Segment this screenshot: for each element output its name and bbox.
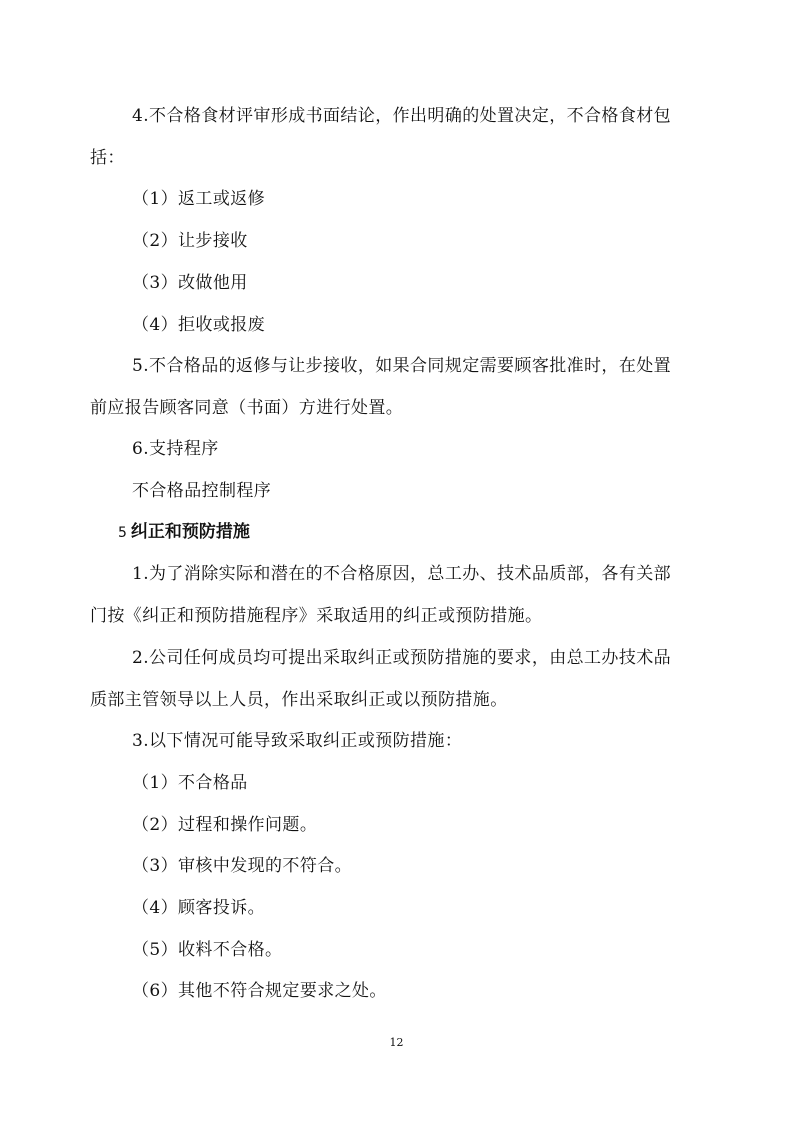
paragraph-5-line-2: 前应报告顾客同意（书面）方进行处置。	[90, 398, 404, 418]
list-item: （3）审核中发现的不符合。	[132, 856, 353, 876]
paragraph-4-line-2: 括：	[90, 148, 125, 168]
list-item: （2）过程和操作问题。	[132, 815, 318, 835]
paragraph-6-sub: 不合格品控制程序	[132, 481, 272, 501]
section-paragraph-1-line-2: 门按《纠正和预防措施程序》采取适用的纠正或预防措施。	[90, 606, 543, 626]
paragraph-6: 6.支持程序	[132, 439, 219, 459]
list-item: （5）收料不合格。	[132, 940, 283, 960]
page-number: 12	[389, 1036, 404, 1049]
paragraph-4-line-1: 4.不合格食材评审形成书面结论，作出明确的处置决定，不合格食材包	[132, 106, 672, 126]
section-number: 5	[118, 525, 127, 541]
list-item: （6）其他不符合规定要求之处。	[132, 981, 387, 1001]
list-item: （1）返工或返修	[132, 189, 266, 209]
section-heading	[118, 520, 250, 545]
list-item: （3）改做他用	[132, 273, 248, 293]
list-item: （1）不合格品	[132, 773, 248, 793]
list-item: （2）让步接收	[132, 231, 248, 251]
list-item: （4）拒收或报废	[132, 315, 266, 335]
paragraph-5-line-1: 5.不合格品的返修与让步接收，如果合同规定需要顾客批准时，在处置	[132, 356, 672, 376]
section-paragraph-2-line-2: 质部主管领导以上人员，作出采取纠正或以预防措施。	[90, 690, 508, 710]
section-paragraph-3: 3.以下情况可能导致采取纠正或预防措施：	[132, 731, 463, 751]
section-paragraph-1-line-1: 1.为了消除实际和潜在的不合格原因，总工办、技术品质部，各有关部	[132, 564, 672, 584]
section-paragraph-2-line-1: 2.公司任何成员均可提出采取纠正或预防措施的要求，由总工办技术品	[132, 648, 672, 668]
list-item: （4）顾客投诉。	[132, 898, 266, 918]
section-title: 纠正和预防措施	[130, 522, 250, 542]
